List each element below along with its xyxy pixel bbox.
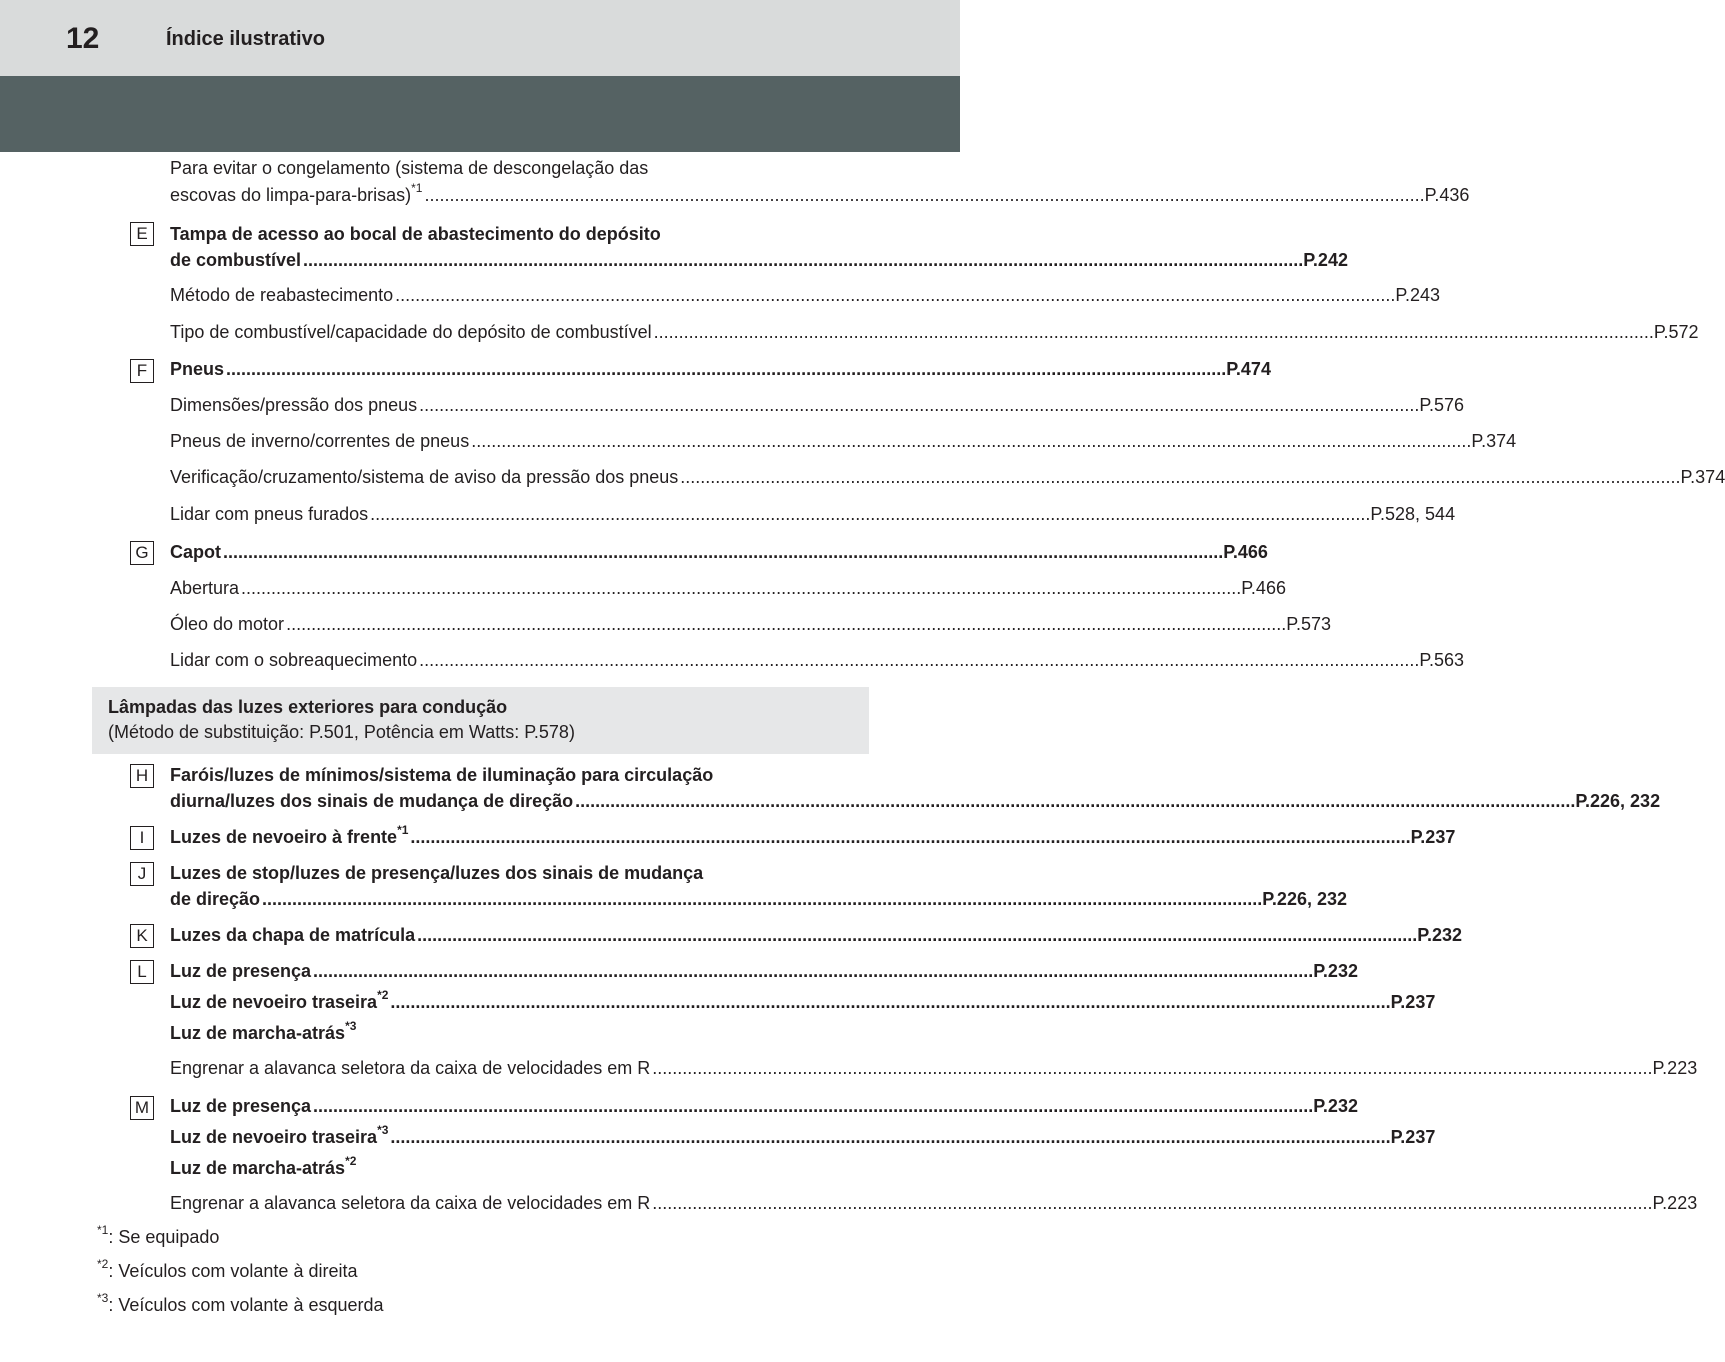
page-ref: P.374 [1680,467,1725,487]
page-ref: P.466 [1241,578,1286,598]
dot-leader: ........................................................................................................................................................................................................ [390,1127,1391,1147]
entry-fuel-type: Tipo de combustível/capacidade do depósito de combustível ........................................................................................................................................................................................................ P.572 [170,317,825,347]
letter-badge-l: L [130,960,154,984]
dot-leader: ........................................................................................................................................................................................................ [262,889,1263,909]
dot-leader: ........................................................................................................................................................................................................ [680,467,1681,487]
footnote-3: $^{*3}$: Veículos com volante à esquerda [97,1291,384,1315]
footnote-marker: *3 [345,1019,357,1033]
page-ref: P.237 [1410,827,1456,847]
entry-stop-line1: Luzes de stop/luzes de presença/luzes dos sinais de mudança [170,863,704,883]
entry-m-position: Luz de presença ........................................................................................................................................................................................................ P.232 [170,1091,825,1121]
dot-leader: ........................................................................................................................................................................................................ [241,578,1242,598]
dot-leader: ........................................................................................................................................................................................................ [226,359,1227,379]
dot-leader: ........................................................................................................................................................................................................ [424,185,1425,205]
entry-l-position: Luz de presença ........................................................................................................................................................................................................ P.232 [170,956,825,986]
entry-m-reverse: Luz de marcha-atrás$^{*2}$ [170,1154,357,1178]
entry-tire-check: Verificação/cruzamento/sistema de aviso da pressão dos pneus ........................................................................................................................................................................................................ P.374 [170,462,825,492]
entry-l-engage: Engrenar a alavanca seletora da caixa de velocidades em R ........................................................................................................................................................................................................ P.223 [170,1053,825,1083]
letter-badge-k: K [130,924,154,948]
page-header-bar [0,0,960,76]
header-band [0,76,960,152]
dot-leader: ........................................................................................................................................................................................................ [652,1193,1653,1213]
entry-fuel: de combustível ........................................................................................................................................................................................................ P.242 [170,245,825,275]
dot-leader: ........................................................................................................................................................................................................ [419,650,1420,670]
page-ref: P.232 [1313,1096,1358,1116]
dot-leader: ........................................................................................................................................................................................................ [395,285,1396,305]
page-ref: P.436 [1424,185,1470,205]
dot-leader: ........................................................................................................................................................................................................ [417,925,1418,945]
page-ref: P.223 [1652,1193,1698,1213]
footnote-marker: *1 [397,823,409,837]
letter-badge-h: H [130,764,154,788]
page-ref: P.572 [1653,322,1699,342]
dot-leader: ........................................................................................................................................................................................................ [370,504,1371,524]
dot-leader: ........................................................................................................................................................................................................ [652,1058,1653,1078]
dot-leader: ........................................................................................................................................................................................................ [390,992,1391,1012]
entry-m-engage: Engrenar a alavanca seletora da caixa de velocidades em R ........................................................................................................................................................................................................ P.223 [170,1188,825,1218]
footnote-2: $^{*2}$: Veículos com volante à direita [97,1257,358,1281]
letter-badge-i: I [130,826,154,850]
page-title: Índice ilustrativo [166,28,325,50]
entry-freeze-line1: Para evitar o congelamento (sistema de descongelação das [170,158,649,178]
dot-leader: ........................................................................................................................................................................................................ [653,322,1654,342]
entry-fuel-line1: Tampa de acesso ao bocal de abastecimento do depósito [170,224,661,244]
dot-leader: ........................................................................................................................................................................................................ [313,1096,1314,1116]
entry-freeze: escovas do limpa-para-brisas)$^{*1}$ ........................................................................................................................................................................................................ P.436 [170,180,825,210]
entry-flat-tires: Lidar com pneus furados ........................................................................................................................................................................................................ P.528, 544 [170,499,825,529]
entry-tire-dims: Dimensões/pressão dos pneus ........................................................................................................................................................................................................ P.576 [170,390,825,420]
entry-winter-tires: Pneus de inverno/correntes de pneus ........................................................................................................................................................................................................ P.374 [170,426,825,456]
letter-badge-e: E [130,222,154,246]
entry-front-fog: Luzes de nevoeiro à frente$^{*1}$ ........................................................................................................................................................................................................ P.237 [170,822,825,852]
dot-leader: ........................................................................................................................................................................................................ [575,791,1576,811]
page-ref: P.466 [1223,542,1268,562]
footnote-marker: *1 [411,181,423,195]
page-ref: P.474 [1226,359,1271,379]
dot-leader: ........................................................................................................................................................................................................ [223,542,1224,562]
entry-tires: Pneus ........................................................................................................................................................................................................ P.474 [170,354,825,384]
dot-leader: ........................................................................................................................................................................................................ [286,614,1287,634]
section-title: Lâmpadas das luzes exteriores para condução [108,697,508,717]
dot-leader: ........................................................................................................................................................................................................ [410,827,1411,847]
page-ref: P.242 [1303,250,1348,270]
entry-l-reverse: Luz de marcha-atrás$^{*3}$ [170,1019,357,1043]
entry-stop: de direção ........................................................................................................................................................................................................ P.226, 232 [170,884,825,914]
entry-l-rear-fog: Luz de nevoeiro traseira$^{*2}$ ........................................................................................................................................................................................................ P.237 [170,987,825,1017]
footnote-1: $^{*1}$: Se equipado [97,1223,220,1247]
section-subtitle: (Método de substituição: P.501, Potência em Watts: P.578) [108,722,575,742]
page-ref: P.573 [1286,614,1331,634]
dot-leader: ........................................................................................................................................................................................................ [303,250,1304,270]
footnote-marker: *3 [377,1123,389,1137]
entry-engine-oil: Óleo do motor ........................................................................................................................................................................................................ P.573 [170,609,825,639]
page-ref: P.232 [1313,961,1358,981]
footnote-marker: *2 [377,988,389,1002]
letter-badge-m: M [130,1096,154,1120]
page-ref: P.528, 544 [1370,504,1456,524]
entry-headlights: diurna/luzes dos sinais de mudança de direção ........................................................................................................................................................................................................ P.226, 232 [170,786,825,816]
page-ref: P.237 [1390,992,1436,1012]
dot-leader: ........................................................................................................................................................................................................ [471,431,1472,451]
letter-badge-f: F [130,359,154,383]
page-ref: P.374 [1471,431,1517,451]
page-number: 12 [66,22,100,55]
page-ref: P.576 [1419,395,1465,415]
page-ref: P.563 [1419,650,1465,670]
entry-overheat: Lidar com o sobreaquecimento ........................................................................................................................................................................................................ P.563 [170,645,825,675]
dot-leader: ........................................................................................................................................................................................................ [313,961,1314,981]
page-ref: P.226, 232 [1262,889,1348,909]
footnote-marker: *2 [345,1154,357,1168]
letter-badge-g: G [130,541,154,565]
page-ref: P.232 [1417,925,1463,945]
page-ref: P.226, 232 [1575,791,1661,811]
entry-refuel-method: Método de reabastecimento ........................................................................................................................................................................................................ P.243 [170,280,825,310]
page-ref: P.223 [1652,1058,1698,1078]
dot-leader: ........................................................................................................................................................................................................ [419,395,1420,415]
entry-plate: Luzes da chapa de matrícula ........................................................................................................................................................................................................ P.232 [170,920,825,950]
entry-m-rear-fog: Luz de nevoeiro traseira$^{*3}$ ........................................................................................................................................................................................................ P.237 [170,1122,825,1152]
page-ref: P.243 [1395,285,1441,305]
page-ref: P.237 [1390,1127,1436,1147]
entry-opening: Abertura ........................................................................................................................................................................................................ P.466 [170,573,825,603]
entry-hood: Capot ........................................................................................................................................................................................................ P.466 [170,537,825,567]
letter-badge-j: J [130,862,154,886]
entry-headlights-line1: Faróis/luzes de mínimos/sistema de iluminação para circulação [170,765,714,785]
